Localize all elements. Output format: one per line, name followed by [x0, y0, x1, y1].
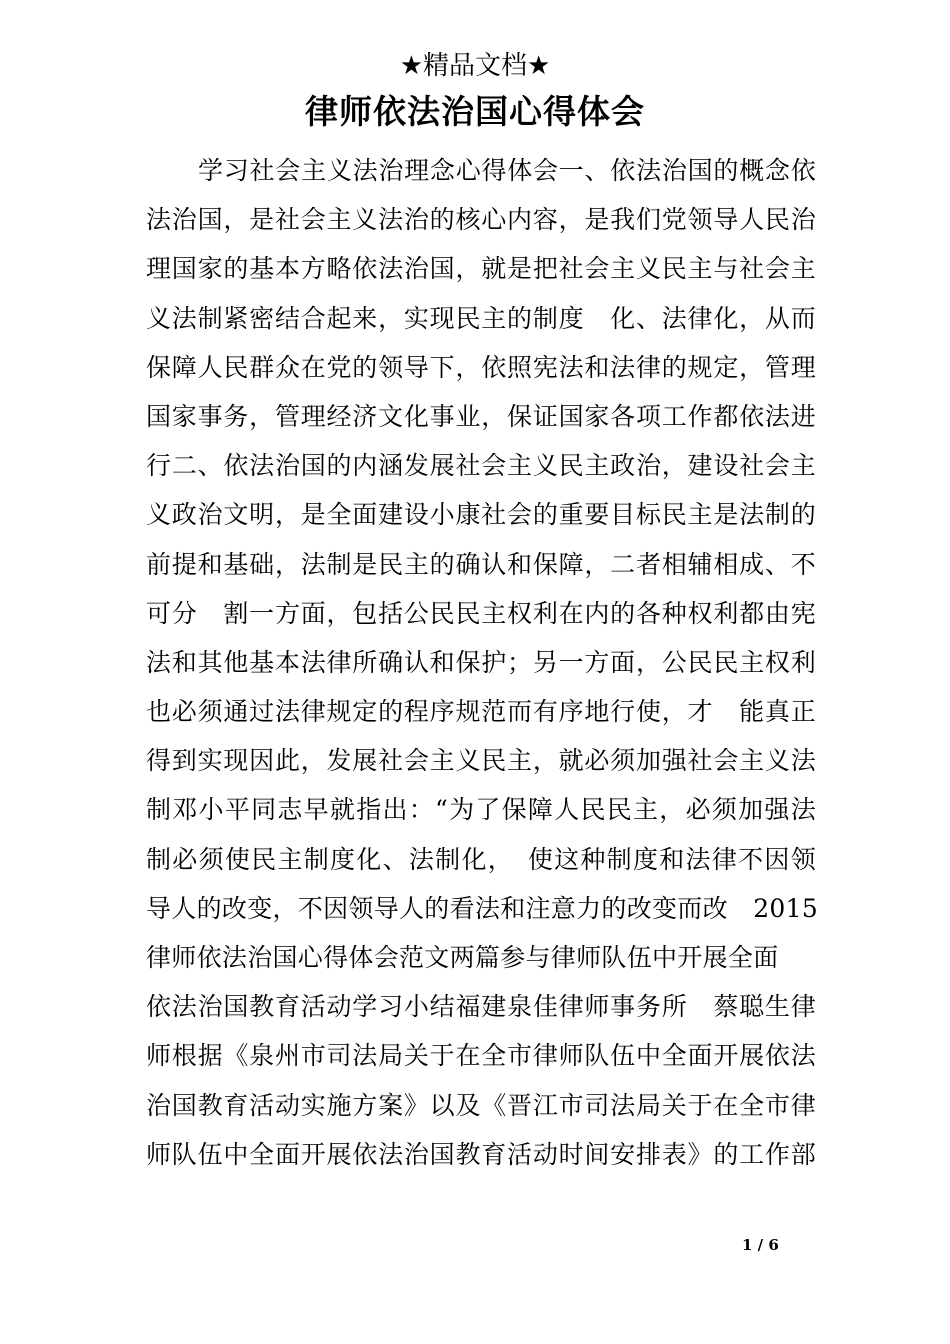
body-line: 国家事务，管理经济文化事业，保证国家各项工作都依法进 — [146, 401, 816, 431]
document-body — [146, 146, 819, 1179]
body-line: 义政治文明，是全面建设小康社会的重要目标民主是法制的 — [146, 500, 816, 530]
body-line: 学习社会主义法治理念心得体会一、依法治国的概念依 — [198, 156, 816, 185]
document-title: 律师依法治国心得体会 — [305, 92, 645, 131]
body-line: 师队伍中全面开展依法治国教育活动时间安排表》的工作部 — [146, 1139, 816, 1169]
body-line: 行二、依法治国的内涵发展社会主义民主政治，建设社会主 — [146, 451, 816, 481]
body-line: 依法治国教育活动学习小结福建泉佳律师事务所 蔡聪生律 — [146, 992, 816, 1022]
body-line: 前提和基础，法制是民主的确认和保障，二者相辅相成、不 — [146, 549, 816, 579]
body-line: 导人的改变，不因领导人的看法和注意力的改变而改 2015 — [146, 893, 819, 923]
body-line: 得到实现因此，发展社会主义民主，就必须加强社会主义法 — [146, 746, 816, 776]
body-line: 治国教育活动实施方案》以及《晋江市司法局关于在全市律 — [146, 1090, 816, 1120]
document-header: ★精品文档★ — [399, 51, 551, 81]
body-line: 制邓小平同志早就指出：“为了保障人民民主，必须加强法 — [146, 795, 816, 825]
page-number: 1 / 6 — [742, 1236, 779, 1254]
body-line: 制必须使民主制度化、法制化， 使这种制度和法律不因领 — [146, 844, 816, 874]
body-line: 理国家的基本方略依法治国，就是把社会主义民主与社会主 — [146, 254, 816, 284]
body-line: 可分 割一方面，包括公民民主权利在内的各种权利都由宪 — [146, 598, 816, 628]
body-line: 保障人民群众在党的领导下，依照宪法和法律的规定，管理 — [146, 352, 816, 382]
body-line: 法治国，是社会主义法治的核心内容，是我们党领导人民治 — [146, 205, 816, 235]
body-line: 律师依法治国心得体会范文两篇参与律师队伍中开展全面 — [146, 943, 779, 972]
body-line: 也必须通过法律规定的程序规范而有序地行使，才 能真正 — [146, 697, 816, 727]
body-line: 法和其他基本法律所确认和保护；另一方面，公民民主权利 — [146, 647, 816, 677]
body-line: 师根据《泉州市司法局关于在全市律师队伍中全面开展依法 — [146, 1041, 816, 1071]
body-line: 义法制紧密结合起来，实现民主的制度 化、法律化，从而 — [146, 303, 816, 333]
